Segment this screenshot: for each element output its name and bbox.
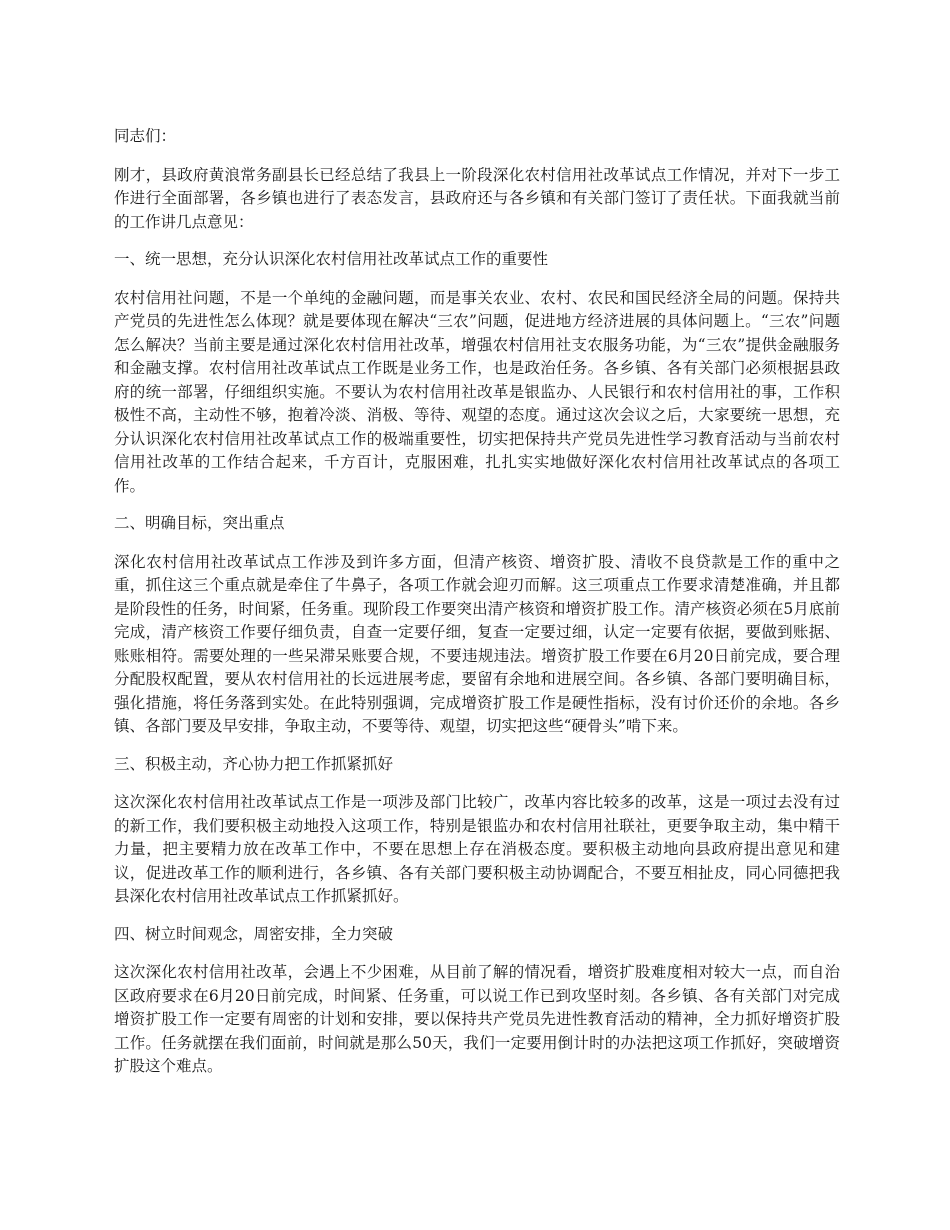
section-1-body: 农村信用社问题，不是一个单纯的金融问题，而是事关农业、农村、农民和国民经济全局的问题。保持共产党员的先进性怎么体现？就是要体现在解决“三农”问题，促进地方经济进展的具体问题上。“三农”问题怎么解决？当前主要是通过深化农村信用社改革，增强农村信用社支农服务功能，为“三农”提供金融服务和金融支撑。农村信用社改革试点工作既是业务工作，也是政治任务。各乡镇、各有关部门必须根据县政府的统一部署，仔细组织实施。不要认为农村信用社改革是银监办、人民银行和农村信用社的事，工作积极性不高，主动性不够，抱着冷淡、消极、等待、观望的态度。通过这次会议之后，大家要统一思想，充分认识深化农村信用社改革试点工作的极端重要性，切实把保持共产党员先进性学习教育活动与当前农村信用社改革的工作结合起来，千方百计，克服困难，扎扎实实地做好深化农村信用社改革试点的各项工作。 [114,288,840,495]
greeting: 同志们： [114,127,177,145]
document-body [114,125,840,1093]
section-4-heading: 四、树立时间观念，周密安排，全力突破 [114,924,394,943]
section-4-body: 这次深化农村信用社改革，会遇上不少困难，从目前了解的情况看，增资扩股难度相对较大一点，而自治区政府要求在6月20日前完成，时间紧、任务重，可以说工作已到攻坚时刻。各乡镇、各有关部门对完成增资扩股工作一定要有周密的计划和安排，要以保持共产党员先进性教育活动的精神，全力抓好增资扩股工作。任务就摆在我们面前，时间就是那么50天，我们一定要用倒计时的办法把这项工作抓好，突破增资扩股这个难点。 [114,963,840,1075]
section-2-heading: 二、明确目标，突出重点 [114,514,285,532]
intro-paragraph: 刚才，县政府黄浪常务副县长已经总结了我县上一阶段深化农村信用社改革试点工作情况，并对下一步工作进行全面部署，各乡镇也进行了表态发言，县政府还与各乡镇和有关部门签订了责任状。下面我就当前的工作讲几点意见： [114,165,840,231]
section-3-body: 这次深化农村信用社改革试点工作是一项涉及部门比较广，改革内容比较多的改革，这是一项过去没有过的新工作，我们要积极主动地投入这项工作，特别是银监办和农村信用社联社，更要争取主动，集中精干力量，把主要精力放在改革工作中，不要在思想上存在消极态度。要积极主动地向县政府提出意见和建议，促进改革工作的顺利进行，各乡镇、各有关部门要积极主动协调配合，不要互相扯皮，同心同德把我县深化农村信用社改革试点工作抓紧抓好。 [114,793,840,905]
section-3-heading: 三、积极主动，齐心协力把工作抓紧抓好 [114,754,394,773]
section-1-heading: 一、统一思想，充分认识深化农村信用社改革试点工作的重要性 [114,250,549,268]
section-2-body: 深化农村信用社改革试点工作涉及到许多方面，但清产核资、增资扩股、清收不良贷款是工作的重中之重，抓住这三个重点就是牵住了牛鼻子，各项工作就会迎刃而解。这三项重点工作要求清楚准确，并且都是阶段性的任务，时间紧，任务重。现阶段工作要突出清产核资和增资扩股工作。清产核资必须在5月底前完成，清产核资工作要仔细负责，自查一定要仔细，复查一定要过细，认定一定要有依据，要做到账据、账账相符。需要处理的一些呆滞呆账要合规，不要违规违法。增资扩股工作要在6月20日前完成，要合理分配股权配置，要从农村信用社的长远进展考虑，要留有余地和进展空间。各乡镇、各部门要明确目标，强化措施，将任务落到实处。在此特别强调，完成增资扩股工作是硬性指标，没有讨价还价的余地。各乡镇、各部门要及早安排，争取主动，不要等待、观望，切实把这些“硬骨头”啃下来。 [114,552,840,735]
